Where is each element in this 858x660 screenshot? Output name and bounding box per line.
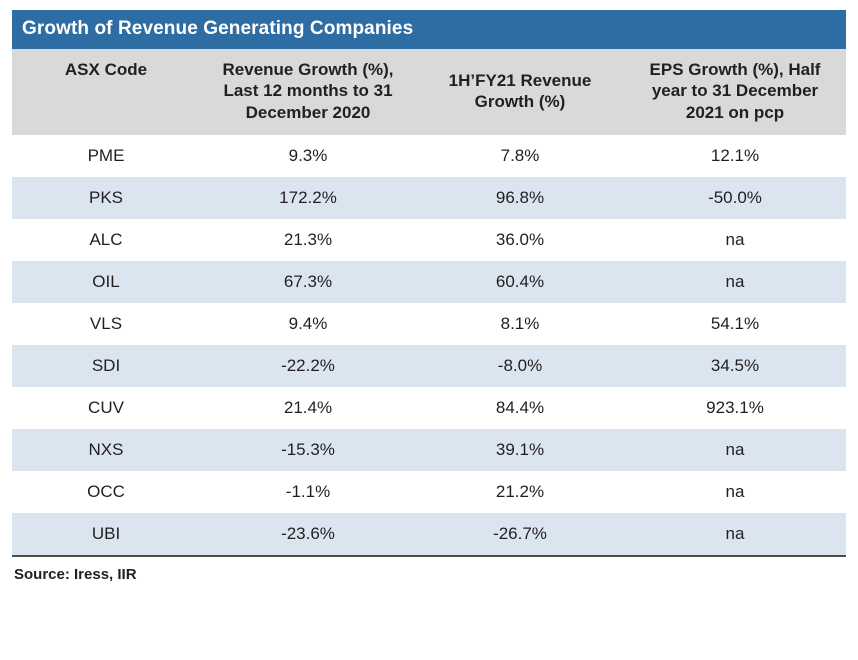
cell-asx-code: CUV bbox=[12, 387, 200, 429]
table-row bbox=[12, 345, 846, 387]
cell-revenue-growth: -1.1% bbox=[200, 471, 416, 513]
table-row bbox=[12, 135, 846, 177]
cell-eps-growth: 923.1% bbox=[624, 387, 846, 429]
cell-eps-growth: 54.1% bbox=[624, 303, 846, 345]
cell-asx-code: SDI bbox=[12, 345, 200, 387]
cell-asx-code: NXS bbox=[12, 429, 200, 471]
growth-table bbox=[12, 10, 846, 557]
table-title: Growth of Revenue Generating Companies bbox=[12, 10, 846, 49]
cell-eps-growth: 12.1% bbox=[624, 135, 846, 177]
table-body bbox=[12, 135, 846, 556]
cell-revenue-growth: 21.3% bbox=[200, 219, 416, 261]
cell-asx-code: PKS bbox=[12, 177, 200, 219]
cell-eps-growth: na bbox=[624, 429, 846, 471]
cell-1h-revenue-growth: 7.8% bbox=[416, 135, 624, 177]
table-row bbox=[12, 261, 846, 303]
cell-1h-revenue-growth: 84.4% bbox=[416, 387, 624, 429]
cell-1h-revenue-growth: -8.0% bbox=[416, 345, 624, 387]
cell-revenue-growth: 9.3% bbox=[200, 135, 416, 177]
cell-revenue-growth: 9.4% bbox=[200, 303, 416, 345]
cell-1h-revenue-growth: -26.7% bbox=[416, 513, 624, 556]
cell-eps-growth: na bbox=[624, 513, 846, 556]
table-row bbox=[12, 429, 846, 471]
cell-eps-growth: -50.0% bbox=[624, 177, 846, 219]
cell-1h-revenue-growth: 8.1% bbox=[416, 303, 624, 345]
cell-revenue-growth: 21.4% bbox=[200, 387, 416, 429]
table-header-row bbox=[12, 49, 846, 135]
table-row bbox=[12, 177, 846, 219]
column-header-asx-code: ASX Code bbox=[12, 49, 200, 135]
cell-eps-growth: na bbox=[624, 471, 846, 513]
cell-revenue-growth: -23.6% bbox=[200, 513, 416, 556]
column-header-1h-fy21-revenue-growth: 1H’FY21 Revenue Growth (%) bbox=[416, 49, 624, 135]
table-row bbox=[12, 303, 846, 345]
table-title-row bbox=[12, 10, 846, 49]
cell-asx-code: ALC bbox=[12, 219, 200, 261]
cell-1h-revenue-growth: 36.0% bbox=[416, 219, 624, 261]
cell-revenue-growth: -22.2% bbox=[200, 345, 416, 387]
table-row bbox=[12, 387, 846, 429]
cell-1h-revenue-growth: 21.2% bbox=[416, 471, 624, 513]
cell-revenue-growth: 67.3% bbox=[200, 261, 416, 303]
cell-asx-code: OCC bbox=[12, 471, 200, 513]
column-header-eps-growth: EPS Growth (%), Half year to 31 December 2021 on pcp bbox=[624, 49, 846, 135]
cell-revenue-growth: 172.2% bbox=[200, 177, 416, 219]
cell-asx-code: UBI bbox=[12, 513, 200, 556]
cell-asx-code: OIL bbox=[12, 261, 200, 303]
cell-1h-revenue-growth: 60.4% bbox=[416, 261, 624, 303]
column-header-revenue-growth: Revenue Growth (%), Last 12 months to 31 December 2020 bbox=[200, 49, 416, 135]
cell-revenue-growth: -15.3% bbox=[200, 429, 416, 471]
cell-eps-growth: na bbox=[624, 261, 846, 303]
cell-asx-code: VLS bbox=[12, 303, 200, 345]
table-source: Source: Iress, IIR bbox=[14, 565, 137, 583]
table-row bbox=[12, 219, 846, 261]
cell-asx-code: PME bbox=[12, 135, 200, 177]
cell-eps-growth: na bbox=[624, 219, 846, 261]
cell-1h-revenue-growth: 96.8% bbox=[416, 177, 624, 219]
cell-1h-revenue-growth: 39.1% bbox=[416, 429, 624, 471]
table-head bbox=[12, 10, 846, 135]
cell-eps-growth: 34.5% bbox=[624, 345, 846, 387]
table-row bbox=[12, 471, 846, 513]
table-row bbox=[12, 513, 846, 556]
